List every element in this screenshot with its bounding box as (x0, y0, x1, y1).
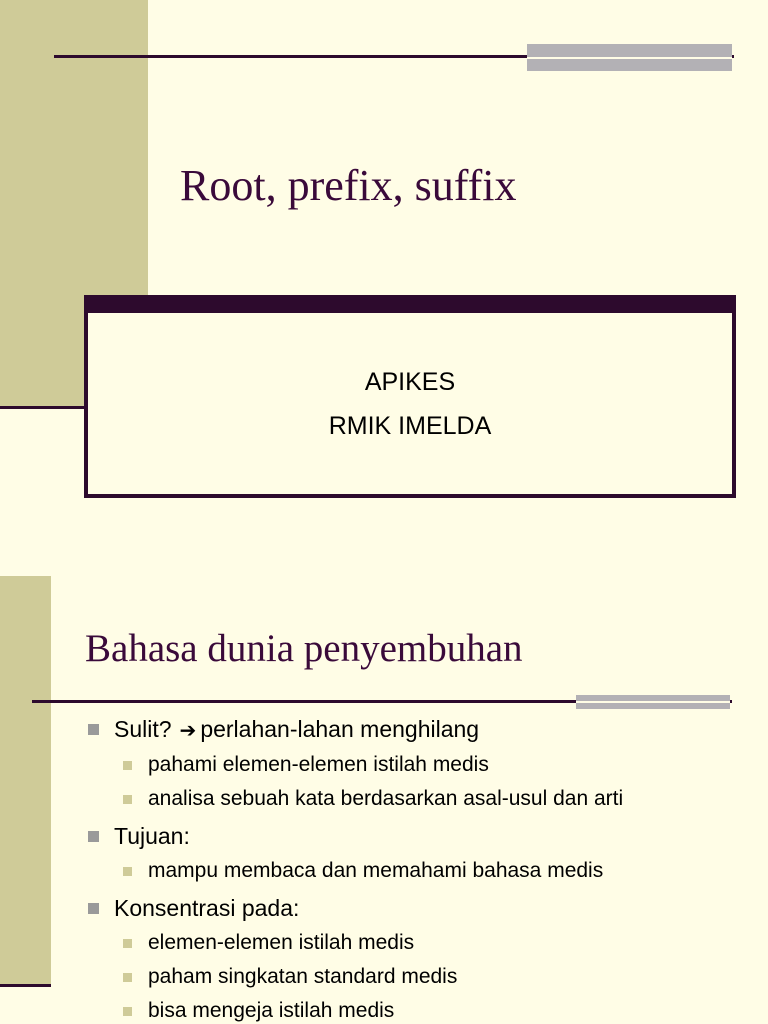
slide-title: Root, prefix, suffix (180, 161, 517, 210)
gray-accent-bar (576, 695, 730, 709)
list-item (88, 820, 623, 888)
bullet-text: Tujuan: (114, 823, 190, 849)
left-rule (0, 406, 84, 409)
subtitle-box (84, 295, 736, 498)
square-bullet-icon (88, 903, 99, 914)
gray-accent-bar (527, 44, 732, 71)
bullet-text: Konsentrasi pada: (114, 895, 300, 921)
content-slide (0, 576, 768, 1024)
square-bullet-icon (123, 939, 132, 948)
square-bullet-icon (88, 724, 99, 735)
square-bullet-icon (123, 795, 132, 804)
sub-item-text: paham singkatan standard medis (148, 965, 458, 988)
sub-item-text: mampu membaca dan memahami bahasa medis (148, 859, 604, 882)
left-rule (0, 984, 51, 987)
square-bullet-icon (123, 867, 132, 876)
square-bullet-icon (123, 1007, 132, 1016)
bullet-arrow-text: perlahan-lahan menghilang (200, 716, 480, 742)
square-bullet-icon (88, 831, 99, 842)
square-bullet-icon (123, 761, 132, 770)
sub-list-item (114, 926, 623, 960)
sub-list (114, 748, 623, 816)
sub-item-text: pahami elemen-elemen istilah medis (148, 753, 489, 776)
sub-list-item (114, 782, 623, 816)
square-bullet-icon (123, 973, 132, 982)
list-item (88, 892, 623, 1024)
sub-item-text: elemen-elemen istilah medis (148, 931, 415, 954)
slide-title: Bahasa dunia penyembuhan (85, 627, 523, 670)
sub-list-item (114, 748, 623, 782)
side-accent-bar (0, 576, 51, 986)
slide-gap (0, 540, 768, 576)
subtitle-line-2: RMIK IMELDA (328, 411, 492, 440)
subtitle-line-1: APIKES (364, 367, 456, 396)
sub-list-item (114, 854, 623, 888)
sub-item-text: bisa mengeja istilah medis (148, 999, 395, 1022)
sub-list-item (114, 960, 623, 994)
sub-list (114, 854, 623, 888)
bullet-text: Sulit? (114, 716, 172, 742)
sub-list (114, 926, 623, 1024)
bullet-list (88, 713, 623, 1024)
sub-item-text: analisa sebuah kata berdasarkan asal-usul dan arti (148, 787, 624, 810)
right-arrow-icon: ➔ (179, 718, 197, 742)
list-item (88, 713, 623, 816)
sub-list-item (114, 994, 623, 1024)
